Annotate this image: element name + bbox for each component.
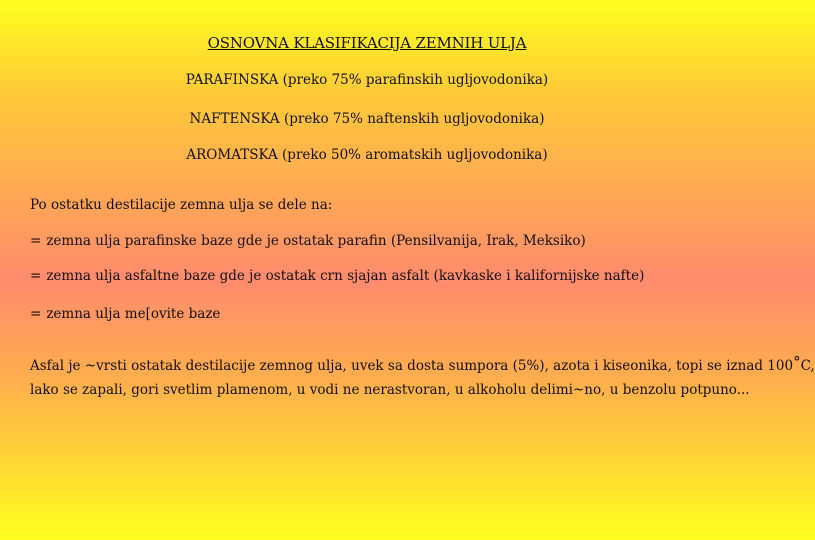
bullet-item [30,306,220,322]
slide-title: OSNOVNA KLASIFIKACIJA ZEMNIH ULJA [207,34,527,52]
distillation-intro: Po ostatku destilacije zemna ulja se dele na: [30,197,333,213]
bullet-item [30,268,644,284]
classification-item-paraffinic: PARAFINSKA (preko 75% parafinskih ugljovodonika) [185,72,549,88]
paragraph-line-2: lako se zapali, gori svetlim plamenom, u vodi ne nerastvoran, u alkoholu delimi~no, u benzolu potpuno... [30,382,750,398]
degree-symbol: ° [793,353,801,371]
bullet-text: zemna ulja asfaltne baze gde je ostatak crn sjajan asfalt (kavkaske i kalifornijske nafte) [46,268,645,284]
classification-item-naphthenic: NAFTENSKA (preko 75% naftenskih ugljovodonika) [189,111,545,127]
bullet-symbol: = [30,233,42,249]
bullet-item [30,233,586,249]
bullet-symbol: = [30,306,42,322]
paragraph-line-1 [30,350,815,378]
paragraph-line-1-text: Asfal je ~vrsti ostatak destilacije zemnog ulja, uvek sa dosta sumpora (5%), azota i kiseonika, topi se iznad 100 [30,358,794,374]
bullet-text: zemna ulja parafinske baze gde je ostatak parafin (Pensilvanija, Irak, Meksiko) [46,233,586,249]
bullet-symbol: = [30,268,42,284]
asphalt-paragraph [30,350,815,402]
classification-item-aromatic: AROMATSKA (preko 50% aromatskih ugljovodonika) [186,147,548,163]
paragraph-line-1-unit: C, [800,358,815,374]
bullet-text: zemna ulja me[ovite baze [46,306,221,322]
